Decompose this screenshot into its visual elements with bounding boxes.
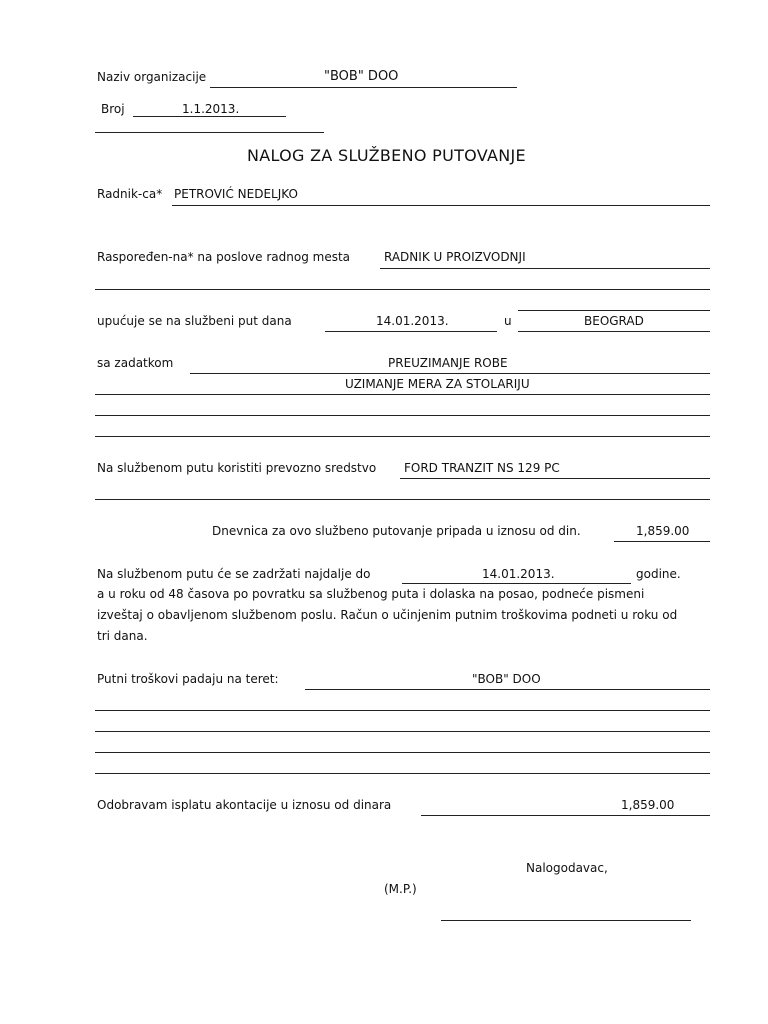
trip-in-label: u xyxy=(504,314,512,328)
costs-label: Putni troškovi padaju na teret: xyxy=(97,672,279,686)
stay-paragraph-line-2: izveštaj o obavljenom službenom poslu. Račun o učinjenim putnim troškovima podneti u roku od xyxy=(97,608,678,622)
costs-line-3 xyxy=(95,731,710,732)
signature-line xyxy=(441,920,691,921)
stay-paragraph-line-1: a u roku od 48 časova po povratku sa službenog puta i dolaska na posao, podneće pismeni xyxy=(97,587,645,601)
advance-value: 1,859.00 xyxy=(621,798,675,812)
trip-label: upućuje se na službeni put dana xyxy=(97,314,292,328)
allowance-value: 1,859.00 xyxy=(636,524,690,538)
task-line-2: UZIMANJE MERA ZA STOLARIJU xyxy=(345,377,530,391)
position-line-2 xyxy=(95,289,710,290)
stamp-label: (M.P.) xyxy=(384,882,417,896)
advance-label: Odobravam isplatu akontacije u iznosu od dinara xyxy=(97,798,392,812)
task-label: sa zadatkom xyxy=(97,356,174,370)
number-line xyxy=(133,116,286,117)
number-label: Broj xyxy=(101,102,125,116)
stay-label: Na službenom putu će se zadržati najdalje do xyxy=(97,567,371,581)
costs-line xyxy=(305,689,710,690)
position-line xyxy=(380,268,710,269)
allowance-line xyxy=(614,541,710,542)
transport-label: Na službenom putu koristiti prevozno sredstvo xyxy=(97,461,377,475)
transport-line xyxy=(400,478,710,479)
task-line-2-rule xyxy=(95,394,710,395)
stay-date: 14.01.2013. xyxy=(482,567,555,581)
org-label: Naziv organizacije xyxy=(97,70,207,84)
costs-line-2 xyxy=(95,710,710,711)
stay-suffix: godine. xyxy=(636,567,681,581)
header-divider xyxy=(95,132,324,133)
task-line-4-rule xyxy=(95,436,710,437)
stay-paragraph-line-3: tri dana. xyxy=(97,629,148,643)
issuer-label: Nalogodavac, xyxy=(526,861,608,875)
costs-value: "BOB" DOO xyxy=(472,672,541,686)
trip-city-top-line xyxy=(518,310,710,311)
task-line-1: PREUZIMANJE ROBE xyxy=(388,356,508,370)
employee-label: Radnik-ca* xyxy=(97,187,163,201)
costs-line-4 xyxy=(95,752,710,753)
employee-line xyxy=(172,205,710,206)
task-line-1-rule xyxy=(190,373,710,374)
costs-line-5 xyxy=(95,773,710,774)
trip-city-line xyxy=(518,331,710,332)
allowance-label: Dnevnica za ovo službeno putovanje pripada u iznosu od din. xyxy=(212,524,581,538)
transport-line-2 xyxy=(95,499,710,500)
employee-value: PETROVIĆ NEDELJKO xyxy=(174,187,298,201)
trip-city: BEOGRAD xyxy=(584,314,644,328)
document-title: NALOG ZA SLUŽBENO PUTOVANJE xyxy=(247,146,526,165)
task-line-3-rule xyxy=(95,415,710,416)
position-value: RADNIK U PROIZVODNJI xyxy=(384,250,526,264)
trip-date-line xyxy=(325,331,497,332)
transport-value: FORD TRANZIT NS 129 PC xyxy=(404,461,560,475)
number-value: 1.1.2013. xyxy=(182,102,240,116)
position-label: Raspoređen-na* na poslove radnog mesta xyxy=(97,250,351,264)
trip-date: 14.01.2013. xyxy=(376,314,449,328)
org-value: "BOB" DOO xyxy=(324,69,399,84)
org-line xyxy=(210,87,517,88)
stay-date-line xyxy=(402,583,631,584)
advance-line xyxy=(421,815,710,816)
